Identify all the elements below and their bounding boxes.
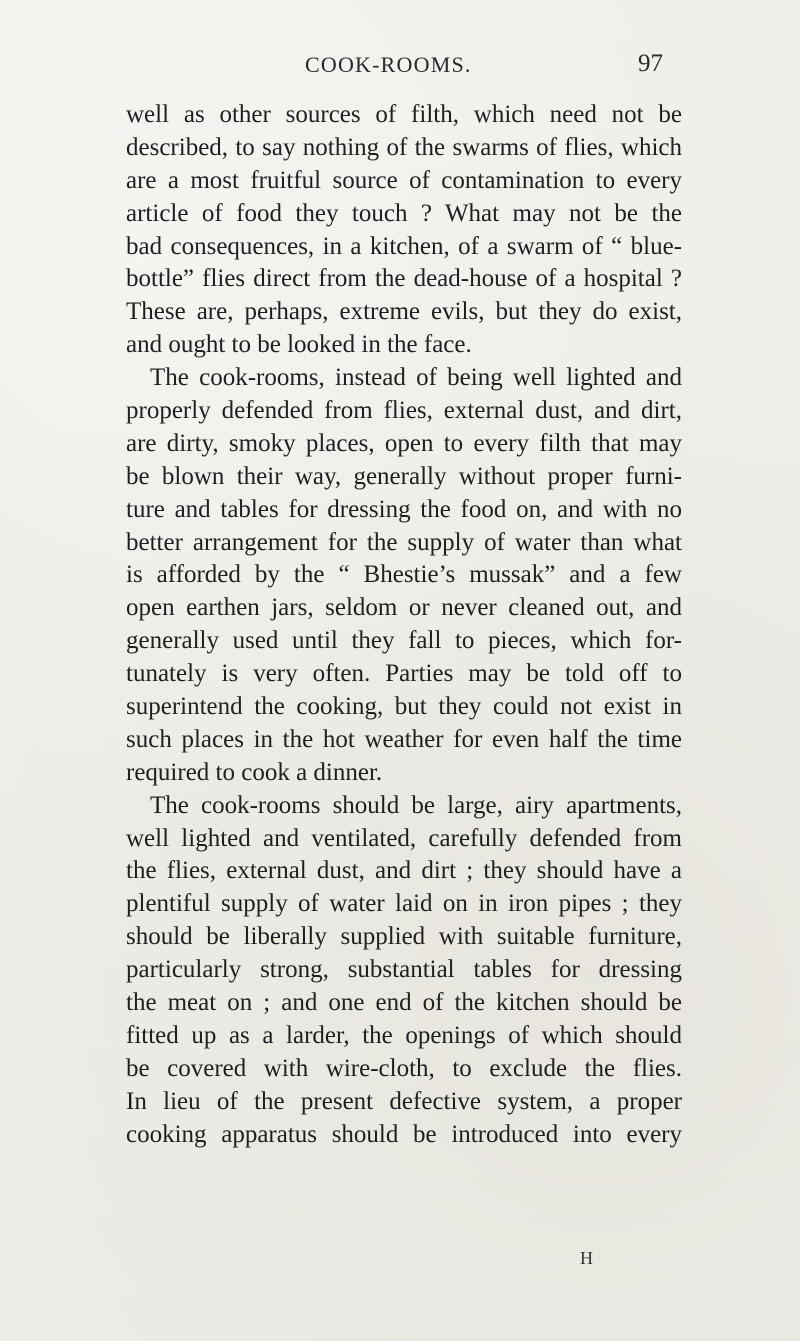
running-head <box>0 52 800 82</box>
text-line: In lieu of the present defective system, a proper <box>126 1087 682 1115</box>
text-line: are dirty, smoky places, open to every filth that may <box>126 429 682 457</box>
text-line: and ought to be looked in the face. <box>126 331 472 359</box>
text-line: article of food they touch ? What may not be the <box>126 199 682 227</box>
page-header-title: COOK-ROOMS. <box>305 52 472 77</box>
text-line: should be liberally supplied with suitable furniture, <box>126 923 682 951</box>
text-line: generally used until they fall to pieces, which for- <box>126 627 682 655</box>
text-line: is afforded by the “ Bhestie’s mussak” and a few <box>126 561 682 589</box>
text-line: open earthen jars, seldom or never cleaned out, and <box>126 594 682 622</box>
text-line: such places in the hot weather for even half the time <box>126 725 682 753</box>
text-line: be covered with wire-cloth, to exclude the flies. <box>126 1054 682 1082</box>
text-line: particularly strong, substantial tables for dressing <box>126 956 682 984</box>
text-line: fitted up as a larder, the openings of which should <box>126 1021 682 1049</box>
text-line: ture and tables for dressing the food on, and with no <box>126 495 682 523</box>
text-line: bottle” flies direct from the dead-house of a hospital ? <box>126 265 682 293</box>
text-line: well lighted and ventilated, carefully defended from <box>126 824 682 852</box>
text-line: be blown their way, generally without proper furni- <box>126 462 682 490</box>
text-line: bad consequences, in a kitchen, of a swarm of “ blue- <box>126 232 682 260</box>
text-line: described, to say nothing of the swarms of flies, which <box>126 133 682 161</box>
paragraph-start-line: The cook-rooms, instead of being well lighted and <box>150 364 682 392</box>
paragraph-start-line: The cook-rooms should be large, airy apartments, <box>150 791 682 819</box>
text-line: the flies, external dust, and dirt ; they should have a <box>126 857 682 885</box>
text-line: required to cook a dinner. <box>126 758 383 786</box>
text-line: are a most fruitful source of contamination to every <box>126 166 682 194</box>
text-line: These are, perhaps, extreme evils, but they do exist, <box>126 298 682 326</box>
body-text <box>126 99 682 1152</box>
text-line: tunately is very often. Parties may be told off to <box>126 660 682 688</box>
page-number: 97 <box>638 50 663 77</box>
text-line: properly defended from flies, external dust, and dirt, <box>126 397 682 425</box>
text-line: the meat on ; and one end of the kitchen should be <box>126 989 682 1017</box>
text-line: cooking apparatus should be introduced into every <box>126 1120 682 1148</box>
signature-mark: H <box>580 1248 593 1268</box>
text-line: superintend the cooking, but they could not exist in <box>126 693 682 721</box>
text-line: well as other sources of filth, which need not be <box>126 101 682 128</box>
text-line: plentiful supply of water laid on in iron pipes ; they <box>126 890 682 918</box>
text-line: better arrangement for the supply of water than what <box>126 528 682 556</box>
